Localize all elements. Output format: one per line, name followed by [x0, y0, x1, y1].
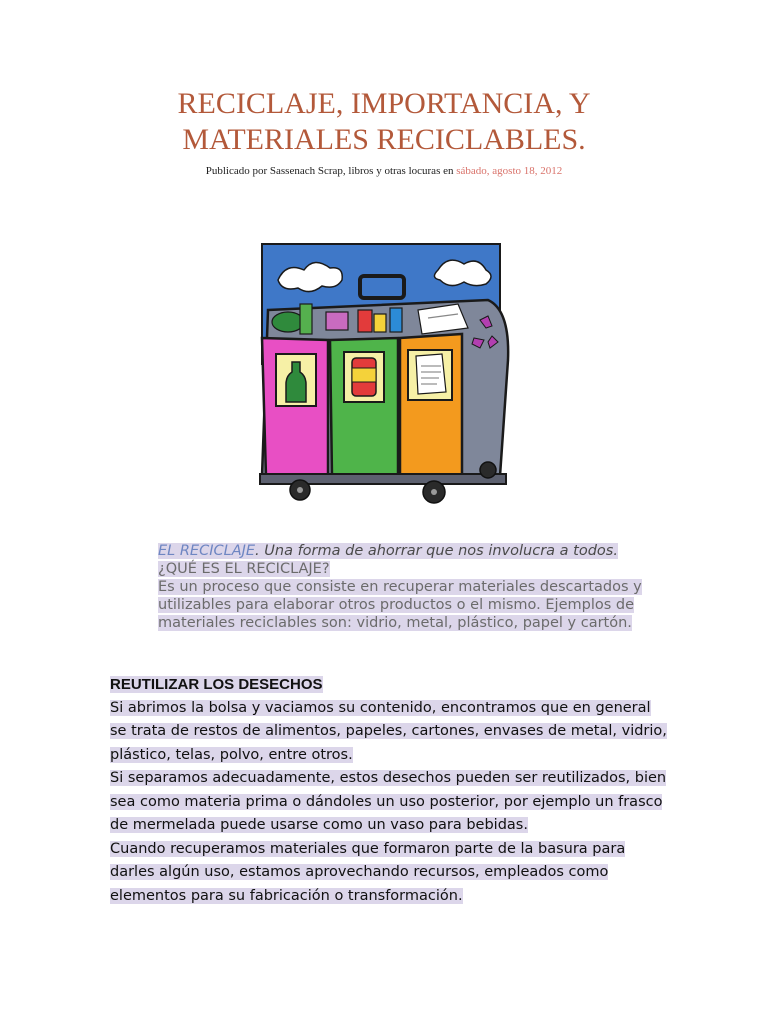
intro-block — [110, 542, 670, 632]
intro-lead-rest: . Una forma de ahorrar que nos involucra a todos. — [255, 543, 618, 559]
byline-date-link[interactable]: sábado, agosto 18, 2012 — [456, 165, 563, 177]
section-paragraph-2: Si separamos adecuadamente, estos desechos pueden ser reutilizados, bien sea como materia prima o dándoles un uso posterior, por ejemplo un frasco de mermelada puede usarse como un vaso para bebidas. — [110, 770, 667, 833]
intro-lead — [110, 542, 670, 560]
recycling-bins-illustration — [248, 240, 514, 510]
intro-lead-term: EL RECICLAJE — [158, 543, 256, 559]
section-paragraph-3: Cuando recuperamos materiales que formaron parte de la basura para darles algún uso, estamos aprovechando recursos, empleados como elementos para su fabricación o transformación. — [110, 840, 626, 904]
section-paragraph-1: Si abrimos la bolsa y vaciamos su contenido, encontramos que en general se trata de restos de alimentos, papeles, cartones, envases de metal, vidrio, plástico, telas, polvo, entre otros. — [110, 699, 667, 763]
intro-question: ¿QUÉ ES EL RECICLAJE? — [158, 561, 330, 577]
reuse-section — [110, 673, 670, 908]
byline-author: Publicado por Sassenach Scrap, libros y otras locuras en — [205, 165, 457, 177]
post-title-line1: RECICLAJE, IMPORTANCIA, Y — [177, 87, 591, 120]
section-heading: REUTILIZAR LOS DESECHOS — [110, 676, 323, 693]
post-title-line2: MATERIALES RECICLABLES. — [182, 123, 586, 156]
intro-answer: Es un proceso que consiste en recuperar materiales descartados y utilizables para elaborar otros productos o el mismo. Ejemplos de materiales reciclables son: vidrio, metal, plástico, papel y cartón. — [158, 579, 642, 631]
post-byline — [0, 165, 768, 177]
post-title — [60, 86, 708, 158]
